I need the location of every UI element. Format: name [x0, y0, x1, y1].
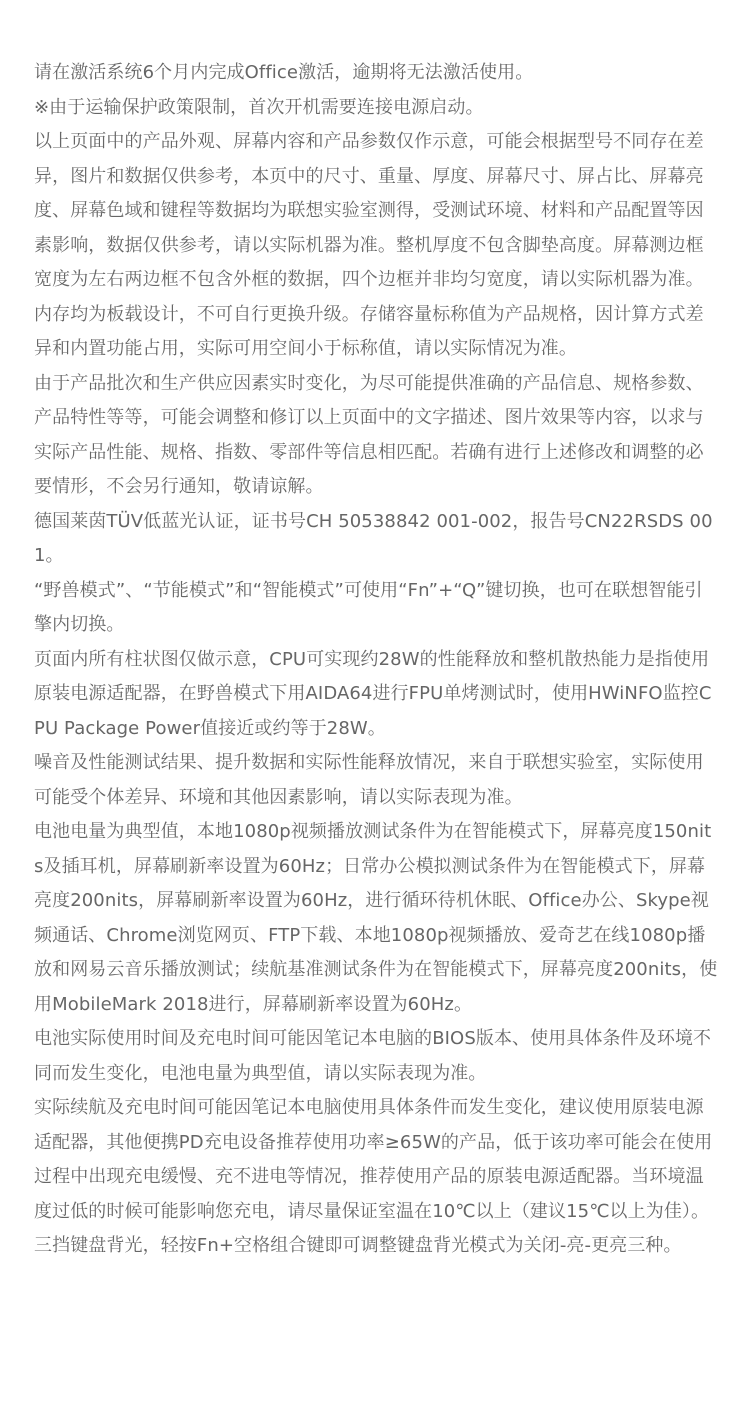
note-cpu-performance: 页面内所有柱状图仅做示意，CPU可实现约28W的性能释放和整机散热能力是指使用原装电源适配器，在野兽模式下用AIDA64进行FPU单烤测试时，使用HWiNFO监控CPU Package Power值接近或约等于28W。 [34, 648, 712, 739]
note-keyboard-backlight: 三挡键盘背光，轻按Fn+空格组合键即可调整键盘背光模式为关闭-亮-更亮三种。 [34, 1235, 682, 1256]
note-tuv-certification: 德国莱茵TÜV低蓝光认证，证书号CH 50538842 001-002，报告号CN22RSDS 001。 [34, 510, 713, 566]
note-battery-variation: 电池实际使用时间及充电时间可能因笔记本电脑的BIOS版本、使用具体条件及环境不同而发生变化，电池电量为典型值，请以实际表现为准。 [34, 1028, 712, 1084]
note-product-changes: 由于产品批次和生产供应因素实时变化，为尽可能提供准确的产品信息、规格参数、产品特性等等，可能会调整和修订以上页面中的文字描述、图片效果等内容，以求与实际产品性能、规格、指数、零部件等信息相匹配。若确有进行上述修改和调整的必要情形，不会另行通知，敬请谅解。 [34, 372, 704, 497]
note-noise-performance: 噪音及性能测试结果、提升数据和实际性能释放情况，来自于联想实验室，实际使用可能受个体差异、环境和其他因素影响，请以实际表现为准。 [34, 752, 704, 808]
note-battery-test: 电池电量为典型值，本地1080p视频播放测试条件为在智能模式下，屏幕亮度150nits及插耳机，屏幕刷新率设置为60Hz；日常办公模拟测试条件为在智能模式下，屏幕亮度200nits，屏幕刷新率设置为60Hz，进行循环待机休眠、Office办公、Skype视频通话、Chrome浏览网页、FTP下载、本地1080p视频播放、爱奇艺在线1080p播放和网易云音乐播放测试；续航基准测试条件为在智能模式下，屏幕亮度200nits，使用MobileMark 2018进行，屏幕刷新率设置为60Hz。 [34, 821, 718, 1015]
note-office-activation: 请在激活系统6个月内完成Office激活，逾期将无法激活使用。 [34, 62, 534, 83]
note-appearance-disclaimer: 以上页面中的产品外观、屏幕内容和产品参数仅作示意，可能会根据型号不同存在差异，图片和数据仅供参考，本页中的尺寸、重量、厚度、屏幕尺寸、屏占比、屏幕亮度、屏幕色域和键程等数据均为联想实验室测得，受测试环境、材料和产品配置等因素影响，数据仅供参考，请以实际机器为准。整机厚度不包含脚垫高度。屏幕测边框宽度为左右两边框不包含外框的数据，四个边框并非均匀宽度，请以实际机器为准。 [34, 131, 704, 290]
note-mode-switch: “野兽模式”、“节能模式”和“智能模式”可使用“Fn”+“Q”键切换，也可在联想智能引擎内切换。 [34, 579, 703, 635]
note-first-boot-power: ※由于运输保护政策限制，首次开机需要连接电源启动。 [34, 96, 484, 118]
note-charging: 实际续航及充电时间可能因笔记本电脑使用具体条件而发生变化，建议使用原装电源适配器，其他便携PD充电设备推荐使用功率≥65W的产品，低于该功率可能会在使用过程中出现充电缓慢、充不进电等情况，推荐使用产品的原装电源适配器。当环境温度过低的时候可能影响您充电，请尽量保证室温在10℃以上（建议15℃以上为佳）。 [34, 1097, 713, 1222]
disclaimer-notes [34, 56, 720, 1264]
note-memory-storage: 内存均为板载设计，不可自行更换升级。存储容量标称值为产品规格，因计算方式差异和内置功能占用，实际可用空间小于标称值，请以实际情况为准。 [34, 303, 704, 359]
